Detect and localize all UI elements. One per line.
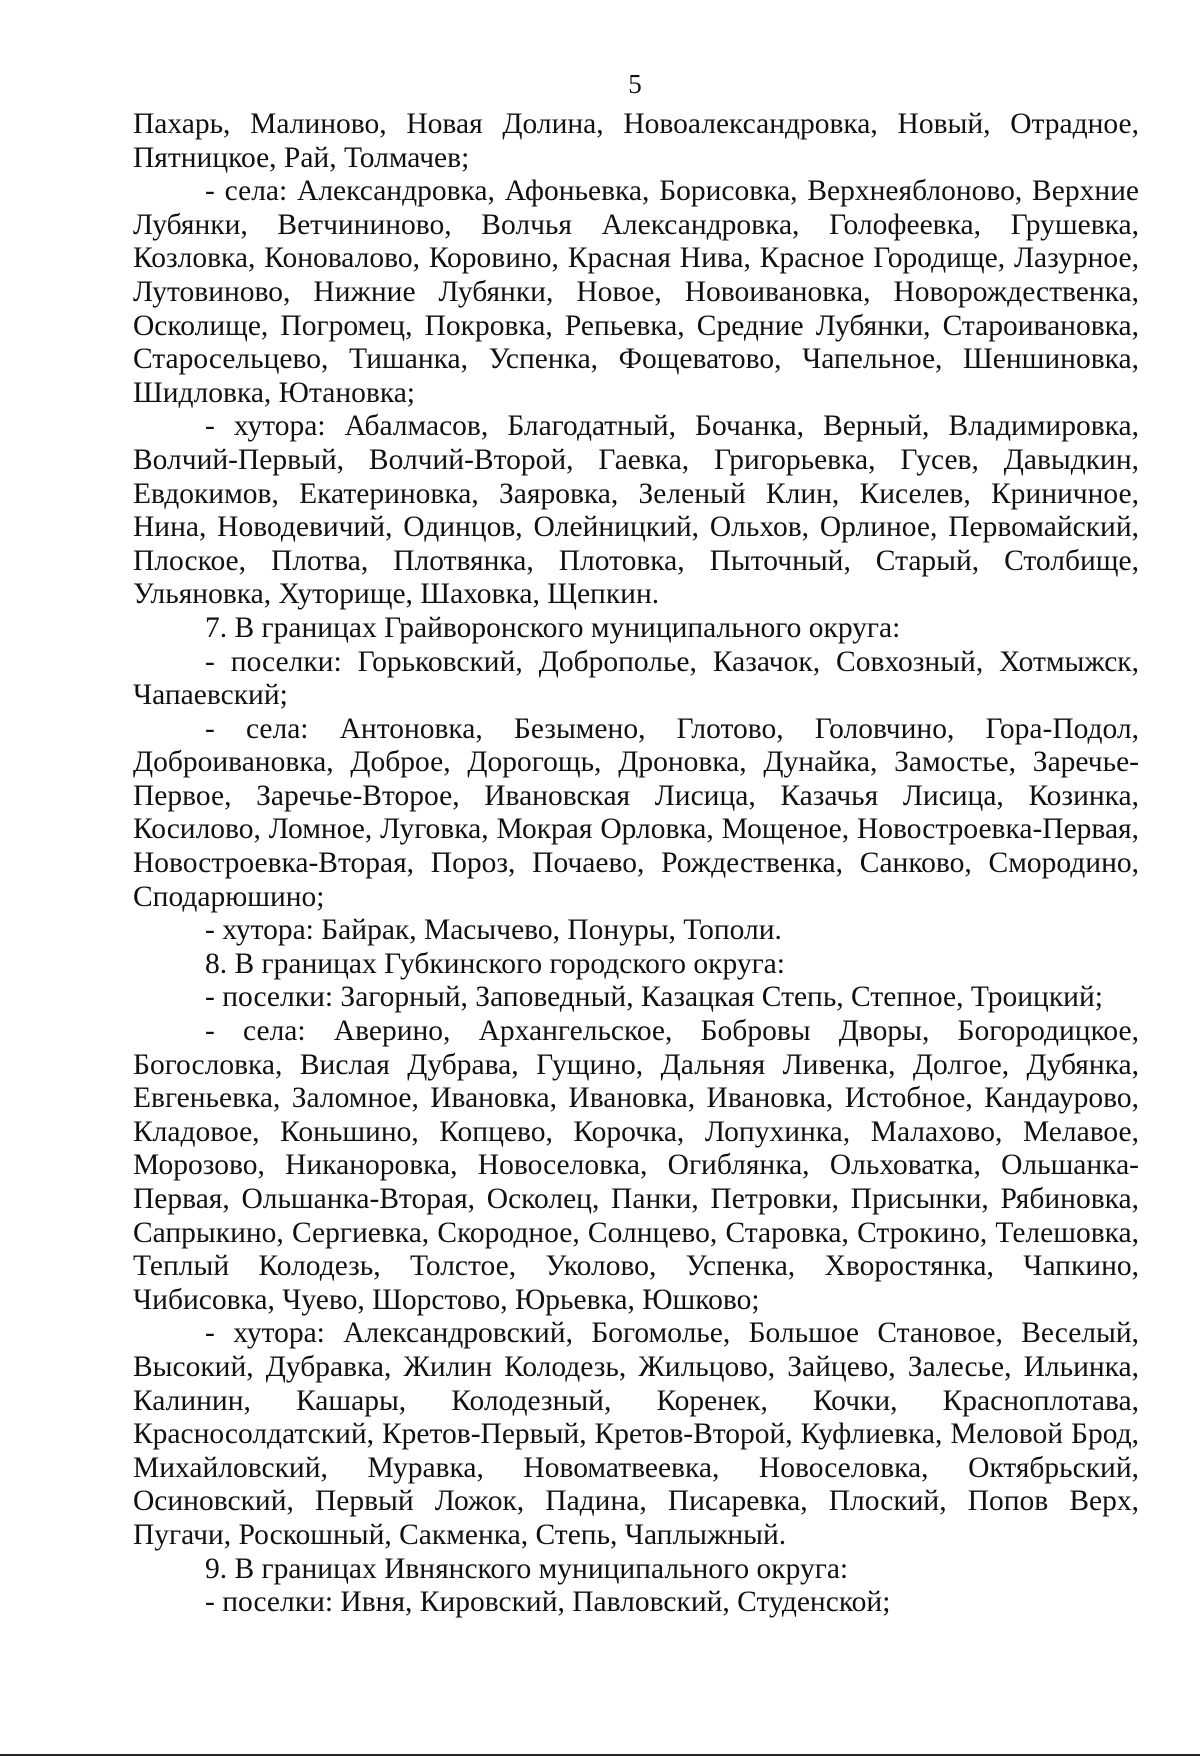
bottom-border-line [0, 1754, 1200, 1756]
section-heading: 8. В границах Губкинского городского округа: [205, 947, 785, 980]
paragraph: Пахарь, Малиново, Новая Долина, Новоалександровка, Новый, Отрадное, Пятницкое, Рай, Толмачев; [133, 108, 1139, 174]
page-number: 5 [628, 69, 642, 99]
document-body [133, 108, 1139, 1620]
paragraph: - поселки: Ивня, Кировский, Павловский, Студенской; [205, 1586, 891, 1619]
paragraph: - села: Антоновка, Безымено, Глотово, Головчино, Гора-Подол, Доброивановка, Доброе, Дорогощь, Дроновка, Дунайка, Замостье, Заречье-Первое, Заречье-Второе, Ивановская Лисица, Казачья Лисица, Козинка, Косилово, Ломное, Луговка, Мокрая Орловка, Мощеное, Новостроевка-Первая, Новостроевка-Вторая, Пороз, Почаево, Рождественка, Санково, Смородино, Сподарюшино; [133, 712, 1139, 913]
paragraph: - поселки: Горьковский, Доброполье, Казачок, Совхозный, Хотмыжск, Чапаевский; [133, 645, 1139, 712]
paragraph: - села: Аверино, Архангельское, Бобровы Дворы, Богородицкое, Богословка, Вислая Дубрава, Гущино, Дальняя Ливенка, Долгое, Дубянка, Евгеньевка, Заломное, Ивановка, Ивановка, Ивановка, Истобное, Кандаурово, Кладовое, Коньшино, Копцево, Корочка, Лопухинка, Малахово, Мелавое, Морозово, Никаноровка, Новоселовка, Огиблянка, Ольховатка, Ольшанка-Первая, Ольшанка-Вторая, Осколец, Панки, Петровки, Присынки, Рябиновка, Сапрыкино, Сергиевка, Скородное, Солнцево, Старовка, Строкино, Телешовка, Теплый Колодезь, Толстое, Уколово, Успенка, Хворостянка, Чапкино, Чибисовка, Чуево, Шорстово, Юрьевка, Юшково; [133, 1015, 1139, 1316]
paragraph: - хутора: Байрак, Масычево, Понуры, Тополи. [205, 914, 782, 947]
paragraph: - хутора: Абалмасов, Благодатный, Бочанка, Верный, Владимировка, Волчий-Первый, Волчий-Второй, Гаевка, Григорьевка, Гусев, Давыдкин, Евдокимов, Екатериновка, Заяровка, Зеленый Клин, Киселев, Криничное, Нина, Новодевичий, Одинцов, Олейницкий, Ольхов, Орлиное, Первомайский, Плоское, Плотва, Плотвянка, Плотовка, Пыточный, Старый, Столбище, Ульяновка, Хуторище, Шаховка, Щепкин. [133, 410, 1139, 611]
section-heading: 7. В границах Грайворонского муниципального округа: [205, 611, 901, 644]
paragraph: - села: Александровка, Афоньевка, Борисовка, Верхнеяблоново, Верхние Лубянки, Ветчининово, Волчья Александровка, Голофеевка, Грушевка, Козловка, Коновалово, Коровино, Красная Нива, Красное Городище, Лазурное, Лутовиново, Нижние Лубянки, Новое, Новоивановка, Новорождественка, Осколище, Погромец, Покровка, Репьевка, Средние Лубянки, Староивановка, Старосельцево, Тишанка, Успенка, Фощеватово, Чапельное, Шеншиновка, Шидловка, Ютановка; [133, 175, 1139, 409]
paragraph: - поселки: Загорный, Заповедный, Казацкая Степь, Степное, Троицкий; [205, 981, 1103, 1014]
section-heading: 9. В границах Ивнянского муниципального округа: [205, 1552, 849, 1585]
paragraph: - хутора: Александровский, Богомолье, Большое Становое, Веселый, Высокий, Дубравка, Жилин Колодезь, Жильцово, Зайцево, Залесье, Ильинка, Калинин, Кашары, Колодезный, Коренек, Кочки, Красноплотава, Красносолдатский, Кретов-Первый, Кретов-Второй, Куфлиевка, Меловой Брод, Михайловский, Муравка, Новоматвеевка, Новоселовка, Октябрьский, Осиновский, Первый Ложок, Падина, Писаревка, Плоский, Попов Верх, Пугачи, Роскошный, Сакменка, Степь, Чаплыжный. [133, 1317, 1139, 1551]
